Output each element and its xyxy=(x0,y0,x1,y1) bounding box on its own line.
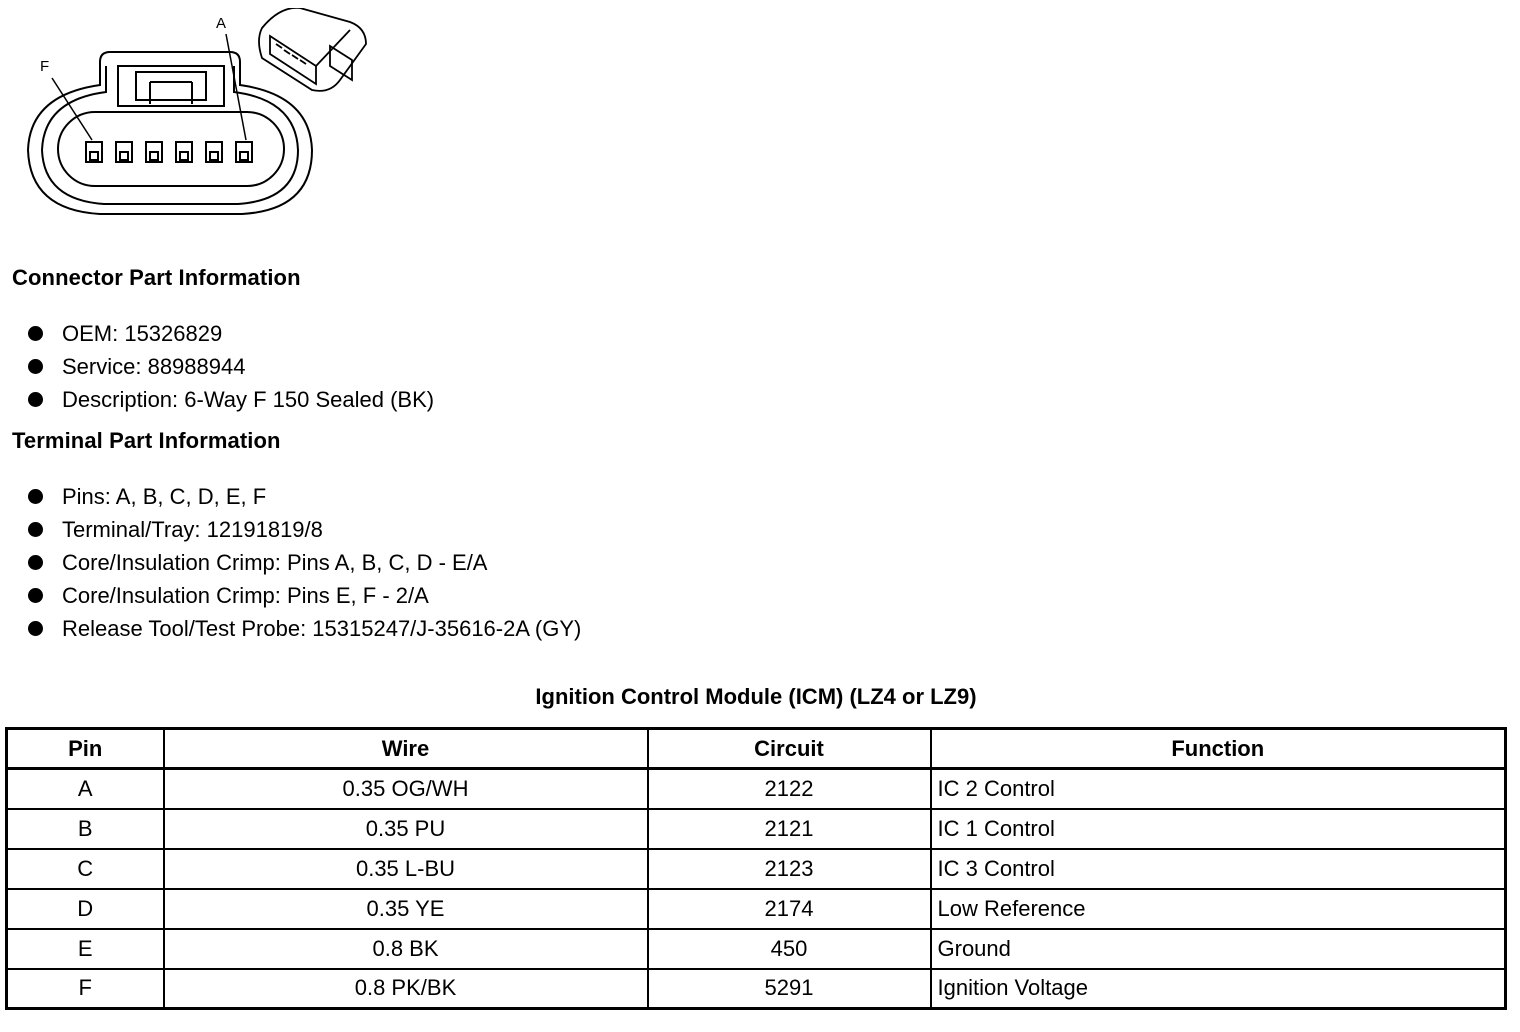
list-item: Core/Insulation Crimp: Pins E, F - 2/A xyxy=(28,579,581,612)
wire-cell: 0.35 OG/WH xyxy=(164,769,648,809)
terminal-part-info-list xyxy=(28,480,581,645)
callout-label-f: F xyxy=(40,58,50,75)
connector-isometric-icon xyxy=(259,8,366,91)
connector-part-info-heading: Connector Part Information xyxy=(12,265,301,290)
table-title: Ignition Control Module (ICM) (LZ4 or LZ9) xyxy=(535,684,977,709)
table-row xyxy=(7,809,1506,849)
connector-face xyxy=(58,112,284,186)
circuit-cell: 2121 xyxy=(648,809,931,849)
pin-cell: D xyxy=(7,889,164,929)
circuit-cell: 2123 xyxy=(648,849,931,889)
wire-cell: 0.35 PU xyxy=(164,809,648,849)
pin-cell: A xyxy=(7,769,164,809)
function-cell: Low Reference xyxy=(931,889,1506,929)
circuit-cell: 5291 xyxy=(648,969,931,1009)
pin-cell: C xyxy=(7,849,164,889)
connector-housing-outline xyxy=(28,52,312,214)
circuit-cell: 2122 xyxy=(648,769,931,809)
pinout-table xyxy=(5,727,1507,1010)
function-cell: IC 1 Control xyxy=(931,809,1506,849)
terminal-part-info-heading: Terminal Part Information xyxy=(12,428,281,453)
list-item: OEM: 15326829 xyxy=(28,317,434,350)
connector-diagram xyxy=(20,8,400,223)
table-row xyxy=(7,969,1506,1009)
bullet-icon xyxy=(28,588,43,603)
list-item: Pins: A, B, C, D, E, F xyxy=(28,480,581,513)
wire-cell: 0.8 PK/BK xyxy=(164,969,648,1009)
wire-cell: 0.35 YE xyxy=(164,889,648,929)
table-header-row xyxy=(7,729,1506,769)
column-header-circuit: Circuit xyxy=(648,729,931,769)
list-item: Terminal/Tray: 12191819/8 xyxy=(28,513,581,546)
bullet-icon xyxy=(28,522,43,537)
pin-cell: E xyxy=(7,929,164,969)
function-cell: Ignition Voltage xyxy=(931,969,1506,1009)
wire-cell: 0.35 L-BU xyxy=(164,849,648,889)
terminal-cavities xyxy=(86,142,252,162)
callout-line-a xyxy=(226,34,246,140)
table-row xyxy=(7,849,1506,889)
column-header-pin: Pin xyxy=(7,729,164,769)
function-cell: Ground xyxy=(931,929,1506,969)
wire-cell: 0.8 BK xyxy=(164,929,648,969)
list-item: Service: 88988944 xyxy=(28,350,434,383)
connector-part-info-list xyxy=(28,317,434,416)
function-cell: IC 3 Control xyxy=(931,849,1506,889)
column-header-wire: Wire xyxy=(164,729,648,769)
table-row xyxy=(7,769,1506,809)
table-row xyxy=(7,889,1506,929)
circuit-cell: 450 xyxy=(648,929,931,969)
list-item: Description: 6-Way F 150 Sealed (BK) xyxy=(28,383,434,416)
bullet-icon xyxy=(28,326,43,341)
pin-cell: F xyxy=(7,969,164,1009)
callout-label-a: A xyxy=(216,15,227,32)
function-cell: IC 2 Control xyxy=(931,769,1506,809)
bullet-icon xyxy=(28,621,43,636)
pin-cell: B xyxy=(7,809,164,849)
bullet-icon xyxy=(28,359,43,374)
bullet-icon xyxy=(28,392,43,407)
bullet-icon xyxy=(28,555,43,570)
table-row xyxy=(7,929,1506,969)
circuit-cell: 2174 xyxy=(648,889,931,929)
list-item: Release Tool/Test Probe: 15315247/J-35616-2A (GY) xyxy=(28,612,581,645)
list-item: Core/Insulation Crimp: Pins A, B, C, D - E/A xyxy=(28,546,581,579)
column-header-function: Function xyxy=(931,729,1506,769)
bullet-icon xyxy=(28,489,43,504)
